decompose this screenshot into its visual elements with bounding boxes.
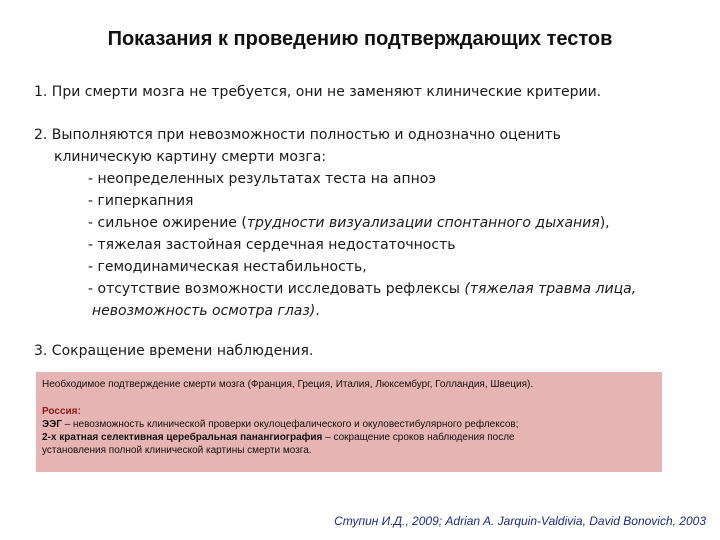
russia-label: Россия: <box>42 406 81 417</box>
point-1: 1. При смерти мозга не требуется, они не заменяют клинические критерии. <box>34 84 602 100</box>
list-item-obesity <box>34 212 636 234</box>
point-2-line2: клиническую картину смерти мозга: <box>54 149 327 165</box>
reflexes-end: . <box>315 303 320 319</box>
note-angio <box>42 431 656 444</box>
list-item-apnea: - неопределенных результатах теста на апноэ <box>88 171 437 187</box>
note-box <box>36 372 662 472</box>
reflexes-note-1: (тяжелая травма лица, <box>464 281 637 297</box>
eeg-label: ЭЭГ <box>42 419 62 430</box>
eeg-text: – невозможность клинической проверки окулоцефалического и окуловестибулярного рефлексов; <box>61 419 519 430</box>
point-2 <box>34 124 636 322</box>
obesity-text: - сильное ожирение ( <box>88 215 247 231</box>
obesity-end: ), <box>599 215 610 231</box>
list-item-reflexes-cont <box>34 300 636 322</box>
note-line1: Необходимое подтверждение смерти мозга (Франция, Греция, Италия, Люксембург, Голландия, Швеция). <box>42 379 534 390</box>
list-item-hypercapnia: - гиперкапния <box>88 193 194 209</box>
obesity-note: трудности визуализации спонтанного дыхания <box>246 215 600 231</box>
reflexes-text: - отсутствие возможности исследовать рефлексы <box>88 281 465 297</box>
point-2-line1: 2. Выполняются при невозможности полностью и однозначно оценить <box>34 127 561 143</box>
note-eeg <box>42 418 656 431</box>
note-angio-cont: установления полной клинической картины смерти мозга. <box>42 445 312 456</box>
citation: Ступин И.Д., 2009; Adrian A. Jarquin-Valdivia, David Bonovich, 2003 <box>334 514 706 528</box>
list-item-hemodynamic: - гемодинамическая нестабильность, <box>88 259 367 275</box>
reflexes-note-2: невозможность осмотра глаз) <box>92 303 316 319</box>
angio-text: – сокращение сроков наблюдения после <box>322 432 515 443</box>
point-3: 3. Сокращение времени наблюдения. <box>34 343 314 359</box>
list-item-reflexes <box>34 278 636 300</box>
list-item-heart-failure: - тяжелая застойная сердечная недостаточность <box>88 237 456 253</box>
slide-title: Показания к проведению подтверждающих тестов <box>107 28 613 50</box>
angio-label: 2-х кратная селективная церебральная панангиография <box>42 432 323 443</box>
